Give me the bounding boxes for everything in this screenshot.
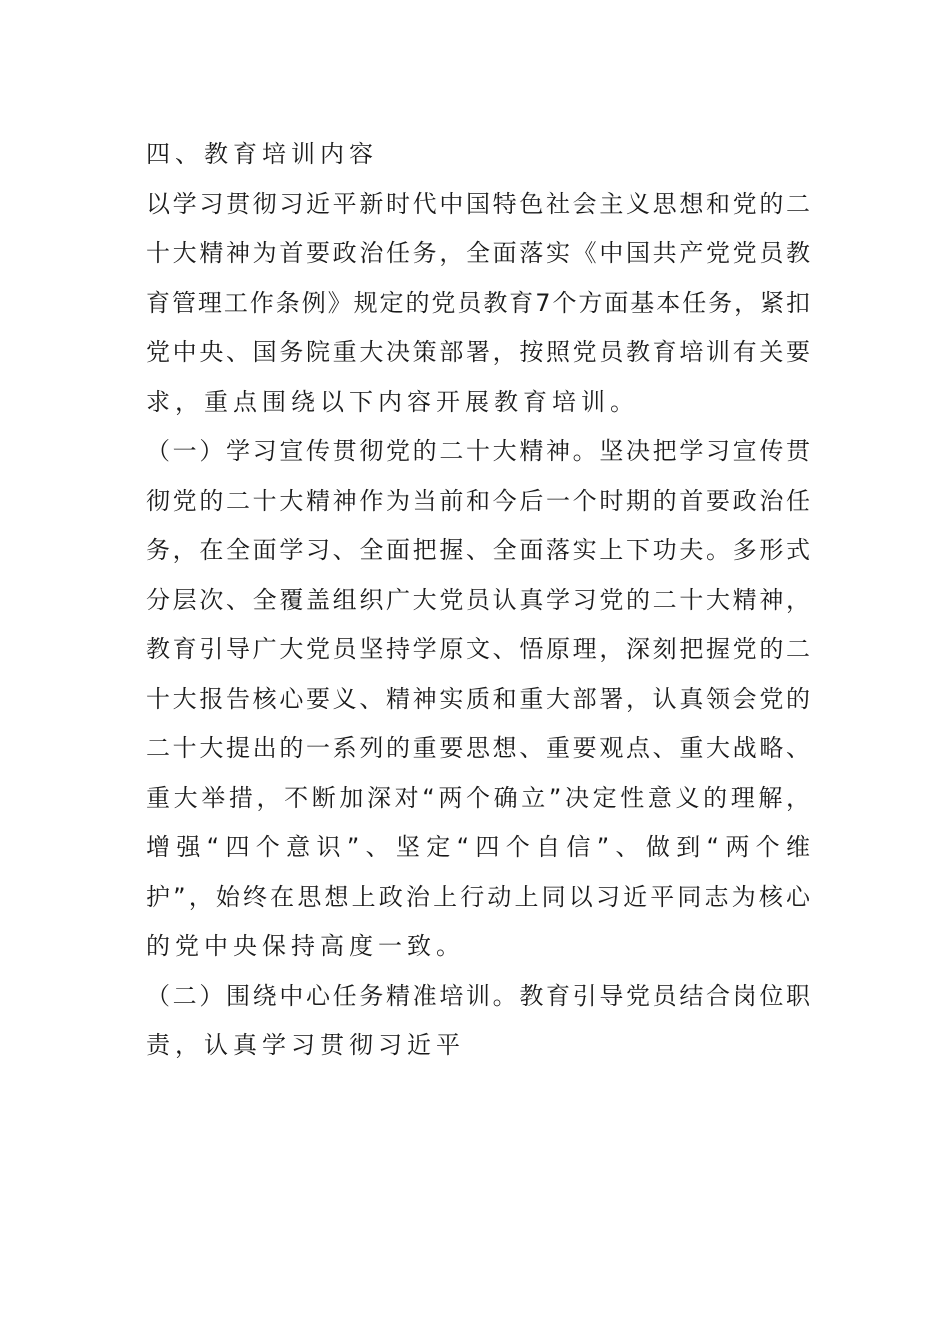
paragraph-line: 护”，始终在思想上政治上行动上同以习近平同志为核心 (146, 882, 810, 911)
paragraph-line: 二十大提出的一系列的重要思想、重要观点、重大战略、 (146, 734, 810, 762)
paragraph-line: 分层次、全覆盖组织广大党员认真学习党的二十大精神， (146, 585, 810, 614)
paragraph-line: （一）学习宣传贯彻党的二十大精神。坚决把学习宣传贯 (146, 437, 810, 465)
paragraph-line: 责，认真学习贯彻习近平 (146, 1031, 465, 1059)
intro-paragraph (146, 180, 810, 428)
paragraph-line: （二）围绕中心任务精准培训。教育引导党员结合岗位职 (146, 981, 810, 1010)
item-2-paragraph (146, 972, 810, 1071)
document-body (146, 130, 810, 1071)
paragraph-line: 党中央、国务院重大决策部署，按照党员教育培训有关要 (146, 338, 810, 366)
paragraph-line: 十大精神为首要政治任务，全面落实《中国共产党党员教 (146, 239, 810, 267)
paragraph-line: 十大报告核心要义、精神实质和重大部署，认真领会党的 (146, 684, 810, 713)
item-1-paragraph (146, 427, 810, 972)
paragraph-line: 重大举措，不断加深对“两个确立”决定性意义的理解， (146, 783, 810, 812)
paragraph-line: 的党中央保持高度一致。 (146, 932, 465, 960)
paragraph-line: 求，重点围绕以下内容开展教育培训。 (146, 387, 639, 416)
section-heading: 四、教育培训内容 (146, 140, 378, 168)
paragraph-line: 教育引导广大党员坚持学原文、悟原理，深刻把握党的二 (146, 635, 810, 663)
paragraph-line: 育管理工作条例》规定的党员教育7个方面基本任务，紧扣 (146, 288, 810, 317)
paragraph-line: 务，在全面学习、全面把握、全面落实上下功夫。多形式 (146, 536, 810, 564)
paragraph-line: 彻党的二十大精神作为当前和今后一个时期的首要政治任 (146, 486, 810, 515)
paragraph-line: 以学习贯彻习近平新时代中国特色社会主义思想和党的二 (146, 189, 810, 218)
paragraph-line: 增强“四个意识”、坚定“四个自信”、做到“两个维 (146, 833, 810, 861)
